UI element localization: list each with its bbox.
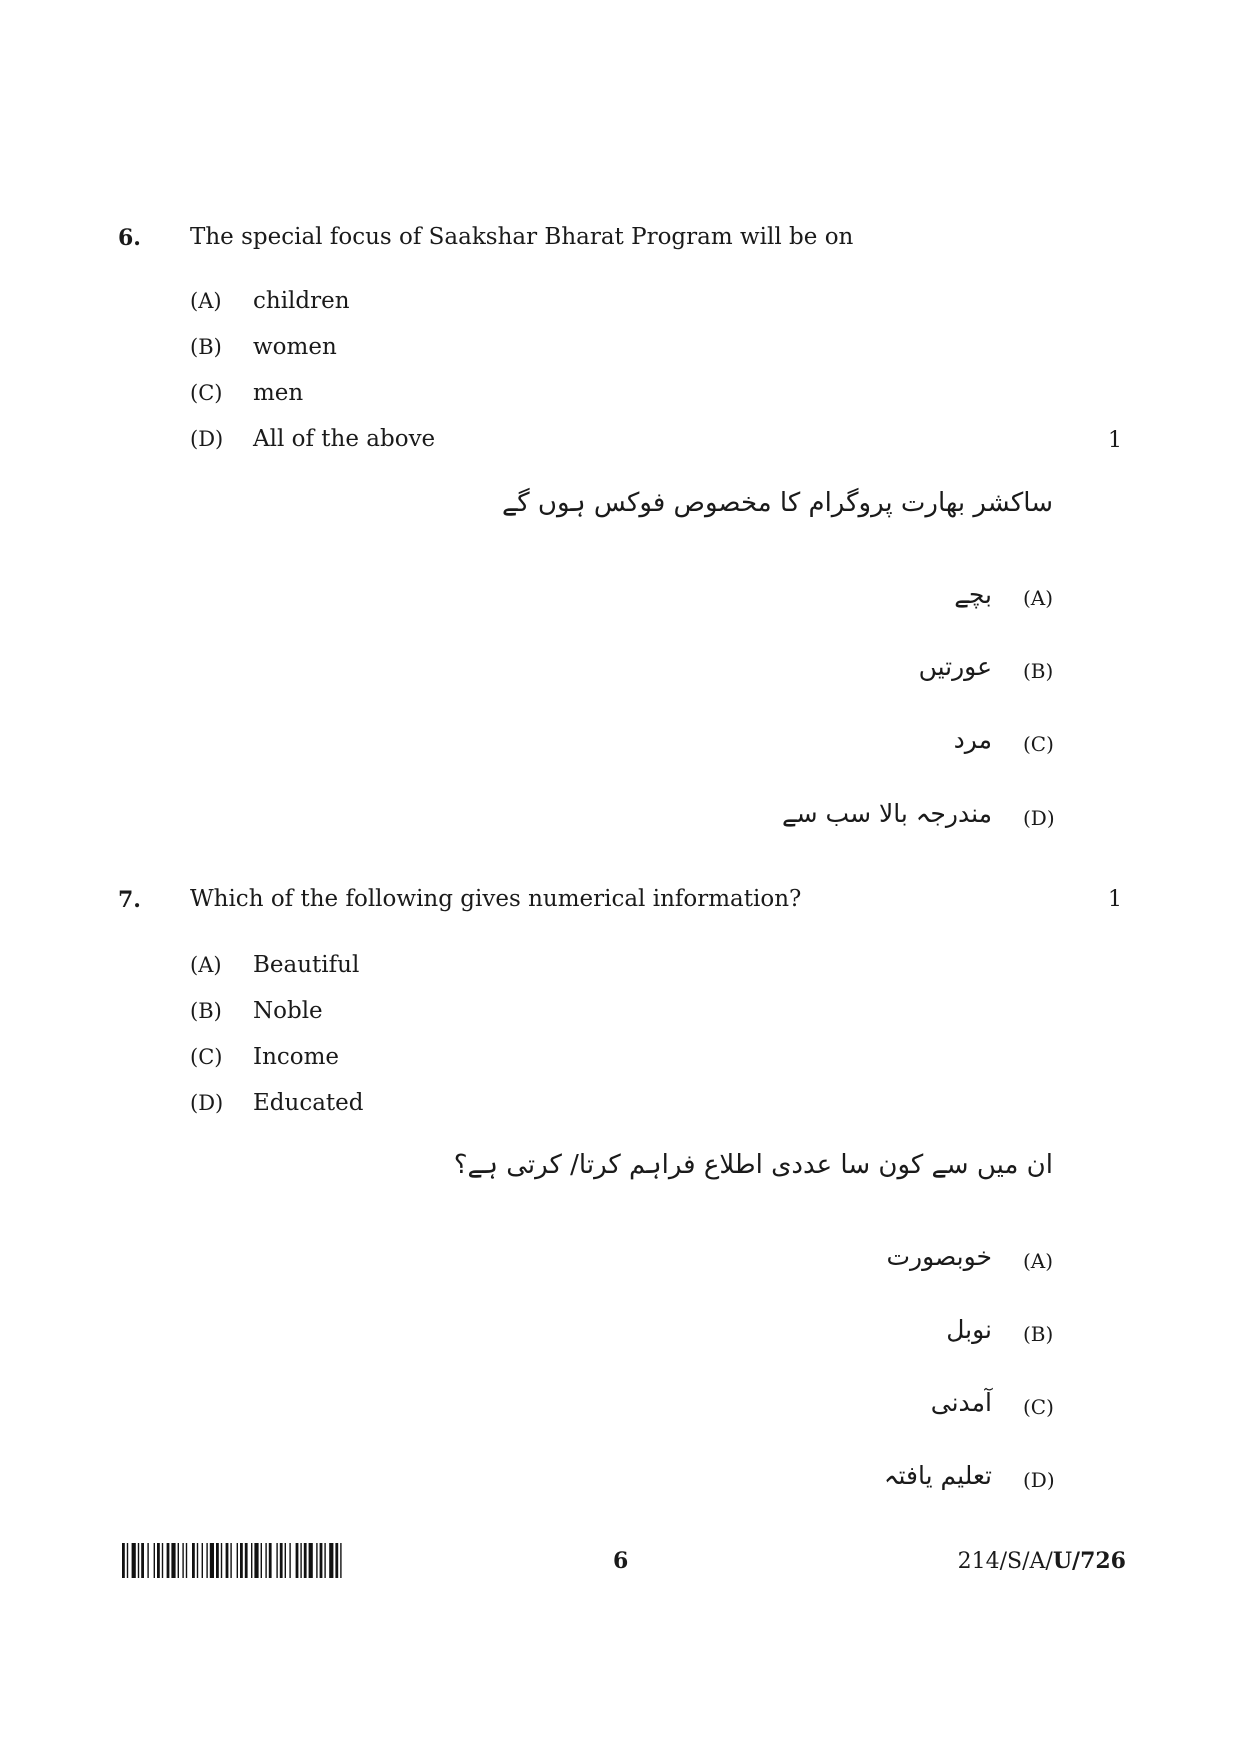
barcode-bar: [226, 1543, 229, 1578]
urdu-option-text: مرد: [953, 725, 992, 754]
barcode-bar: [221, 1543, 222, 1578]
barcode-bar: [296, 1543, 299, 1578]
barcode: [122, 1543, 454, 1578]
barcode-bar: [230, 1543, 231, 1578]
page-number: 6: [613, 1548, 629, 1574]
question-text: The special focus of Saakshar Bharat Program will be on: [190, 224, 854, 250]
barcode-bar: [320, 1543, 323, 1578]
option-text: All of the above: [253, 426, 436, 452]
paper-code-prefix: 214/S/A/: [957, 1549, 1053, 1574]
option-text: Income: [253, 1044, 340, 1070]
barcode-bar: [167, 1543, 170, 1578]
urdu-option-label: (A): [1023, 1249, 1054, 1273]
barcode-bar: [340, 1543, 341, 1578]
urdu-option-label: (D): [1023, 806, 1055, 830]
barcode-bar: [269, 1543, 272, 1578]
barcode-bar: [280, 1543, 283, 1578]
option-label: (A): [190, 953, 222, 977]
marks: 1: [1108, 428, 1122, 453]
barcode-bar: [300, 1543, 301, 1578]
paper-code-slash: /: [1072, 1548, 1081, 1574]
urdu-option-text: خوبصورت: [886, 1242, 992, 1271]
barcode-bar: [251, 1543, 252, 1578]
option-label: (D): [190, 1091, 224, 1115]
option-text: children: [253, 288, 350, 314]
barcode-bar: [210, 1543, 214, 1578]
barcode-bar: [162, 1543, 163, 1578]
question-text: Which of the following gives numerical information?: [190, 886, 802, 912]
barcode-bar: [147, 1543, 148, 1578]
urdu-option-text: تعلیم یافتہ: [883, 1461, 992, 1490]
paper-code-u: U: [1052, 1548, 1073, 1574]
urdu-option-text: بچے: [954, 580, 992, 609]
barcode-bar: [186, 1543, 187, 1578]
option-label: (B): [190, 335, 222, 359]
urdu-option-label: (C): [1023, 732, 1054, 756]
option-label: (D): [190, 427, 224, 451]
barcode-bar: [240, 1543, 243, 1578]
urdu-question-text: ساکشر بھارت پروگرام کا مخصوص فوکس ہوں گے: [501, 488, 1053, 518]
urdu-option-label: (D): [1023, 1468, 1055, 1492]
barcode-bar: [237, 1543, 238, 1578]
barcode-bar: [285, 1543, 286, 1578]
option-text: Noble: [253, 998, 323, 1024]
option-label: (C): [190, 381, 223, 405]
barcode-bar: [197, 1543, 198, 1578]
urdu-option-label: (C): [1023, 1395, 1054, 1419]
barcode-bar: [192, 1543, 195, 1578]
urdu-option-label: (B): [1023, 659, 1054, 683]
barcode-bar: [178, 1543, 179, 1578]
urdu-option-text: آمدنی: [930, 1388, 992, 1417]
option-text: Educated: [253, 1090, 364, 1116]
option-text: Beautiful: [253, 952, 360, 978]
barcode-bar: [276, 1543, 277, 1578]
barcode-bar: [138, 1543, 139, 1578]
option-label: (A): [190, 289, 222, 313]
barcode-bar: [261, 1543, 262, 1578]
barcode-bar: [324, 1543, 325, 1578]
barcode-bar: [127, 1543, 128, 1578]
barcode-bar: [216, 1543, 219, 1578]
urdu-option-label: (B): [1023, 1322, 1054, 1346]
barcode-bar: [335, 1543, 338, 1578]
urdu-option-text: نوبل: [946, 1315, 992, 1344]
barcode-bar: [122, 1543, 125, 1578]
barcode-bar: [304, 1543, 307, 1578]
barcode-bar: [289, 1543, 290, 1578]
marks: 1: [1108, 887, 1122, 912]
question-number: 6.: [118, 225, 141, 251]
urdu-option-text: مندرجہ بالا سب سے: [782, 799, 992, 828]
urdu-option-label: (A): [1023, 586, 1054, 610]
paper-code-number: 726: [1080, 1548, 1126, 1574]
barcode-bar: [316, 1543, 317, 1578]
paper-code: [958, 1548, 1126, 1574]
option-text: women: [253, 334, 337, 360]
barcode-bar: [141, 1543, 144, 1578]
barcode-bar: [157, 1543, 160, 1578]
barcode-bar: [206, 1543, 207, 1578]
urdu-option-text: عورتیں: [918, 652, 992, 681]
barcode-bar: [329, 1543, 333, 1578]
barcode-bar: [132, 1543, 136, 1578]
barcode-bar: [154, 1543, 155, 1578]
option-label: (C): [190, 1045, 223, 1069]
barcode-bar: [309, 1543, 313, 1578]
barcode-bar: [202, 1543, 203, 1578]
option-text: men: [253, 380, 304, 406]
barcode-bar: [265, 1543, 266, 1578]
barcode-bar: [171, 1543, 175, 1578]
question-number: 7.: [118, 887, 141, 913]
barcode-bar: [245, 1543, 248, 1578]
option-label: (B): [190, 999, 222, 1023]
barcode-bar: [182, 1543, 183, 1578]
urdu-question-text: ان میں سے کون سا عددی اطلاع فراہم کرتا/ کرتی ہے؟: [453, 1150, 1053, 1180]
barcode-bar: [254, 1543, 258, 1578]
